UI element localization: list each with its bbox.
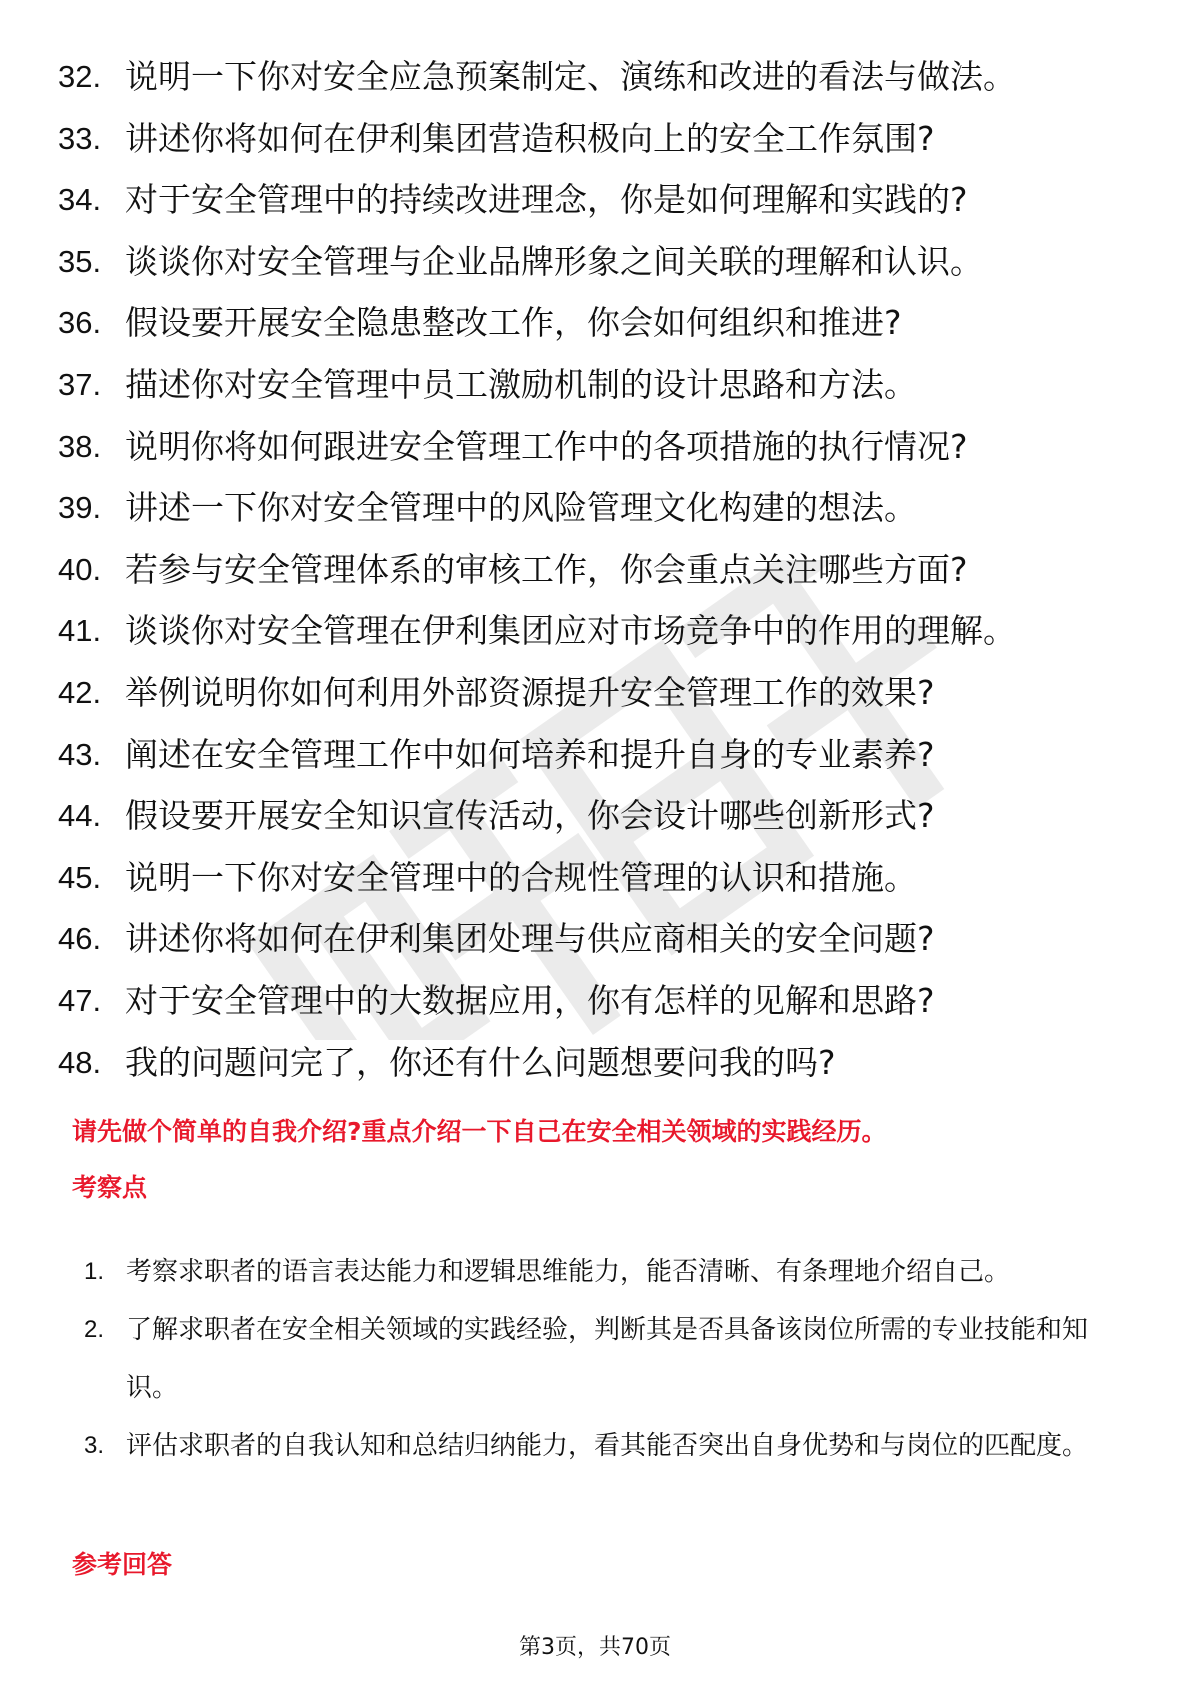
evaluation-points-heading: 考察点 [72, 1173, 148, 1202]
question-number: 40. [58, 551, 102, 587]
question-text: 说明你将如何跟进安全管理工作中的各项措施的执行情况? [125, 426, 968, 466]
question-item [58, 847, 1158, 909]
question-number: 32. [58, 59, 102, 94]
question-item [58, 108, 1158, 170]
question-number: 39. [58, 490, 102, 526]
question-item [58, 970, 1158, 1032]
question-item [58, 662, 1158, 724]
question-text: 讲述你将如何在伊利集团处理与供应商相关的安全问题? [125, 919, 935, 959]
intro-question-heading: 请先做个简单的自我介绍?重点介绍一下自己在安全相关领域的实践经历。 [72, 1117, 887, 1146]
question-item [58, 908, 1158, 970]
question-item [58, 785, 1158, 847]
point-text: 考察求职者的语言表达能力和逻辑思维能力，能否清晰、有条理地介绍自己。 [126, 1257, 1011, 1287]
point-text: 评估求职者的自我认知和总结归纳能力，看其能否突出自身优势和与岗位的匹配度。 [126, 1431, 1089, 1461]
question-text: 我的问题问完了，你还有什么问题想要问我的吗? [125, 1042, 836, 1082]
evaluation-points-list [84, 1243, 1124, 1475]
question-number: 44. [58, 798, 102, 834]
question-number: 34. [58, 182, 102, 218]
point-number: 1. [84, 1258, 105, 1285]
question-number: 41. [58, 613, 102, 649]
evaluation-point [84, 1417, 1124, 1475]
question-item [58, 46, 1158, 108]
question-number: 38. [58, 428, 102, 464]
question-number: 35. [58, 243, 102, 279]
question-text: 谈谈你对安全管理在伊利集团应对市场竞争中的作用的理解。 [125, 611, 1016, 651]
question-text: 举例说明你如何利用外部资源提升安全管理工作的效果? [125, 672, 935, 712]
question-text: 讲述一下你对安全管理中的风险管理文化构建的想法。 [125, 488, 917, 528]
question-item [58, 354, 1158, 416]
point-number: 3. [84, 1432, 105, 1459]
question-text: 说明一下你对安全管理中的合规性管理的认识和措施。 [125, 857, 917, 897]
question-text: 说明一下你对安全应急预案制定、演练和改进的看法与做法。 [125, 57, 1016, 96]
question-text: 描述你对安全管理中员工激励机制的设计思路和方法。 [125, 364, 917, 404]
question-text: 对于安全管理中的持续改进理念，你是如何理解和实践的? [125, 180, 968, 220]
evaluation-point [84, 1243, 1124, 1301]
question-number: 33. [58, 120, 102, 156]
question-item [58, 1032, 1158, 1094]
question-item [58, 724, 1158, 786]
point-number: 2. [84, 1316, 105, 1343]
question-list [58, 46, 1158, 1093]
question-text: 若参与安全管理体系的审核工作，你会重点关注哪些方面? [125, 549, 968, 589]
question-item [58, 416, 1158, 478]
question-number: 36. [58, 305, 102, 341]
question-number: 47. [58, 982, 102, 1018]
question-item [58, 231, 1158, 293]
question-item [58, 292, 1158, 354]
question-item [58, 169, 1158, 231]
question-item [58, 477, 1158, 539]
point-text: 了解求职者在安全相关领域的实践经验，判断其是否具备该岗位所需的专业技能和知识。 [126, 1315, 1089, 1403]
question-text: 阐述在安全管理工作中如何培养和提升自身的专业素养? [125, 734, 935, 774]
question-item [58, 600, 1158, 662]
question-number: 42. [58, 674, 102, 710]
question-number: 45. [58, 859, 102, 895]
page-footer: 第3页，共70页 [519, 1635, 671, 1660]
question-number: 48. [58, 1044, 102, 1080]
question-item [58, 539, 1158, 601]
reference-answer-heading: 参考回答 [72, 1550, 173, 1579]
question-text: 假设要开展安全知识宣传活动，你会设计哪些创新形式? [125, 796, 935, 836]
question-number: 43. [58, 736, 102, 772]
question-text: 谈谈你对安全管理与企业品牌形象之间关联的理解和认识。 [125, 241, 983, 281]
evaluation-point [84, 1301, 1124, 1417]
question-number: 37. [58, 366, 102, 402]
question-text: 对于安全管理中的大数据应用，你有怎样的见解和思路? [125, 980, 935, 1020]
question-text: 假设要开展安全隐患整改工作，你会如何组织和推进? [125, 303, 902, 343]
question-text: 讲述你将如何在伊利集团营造积极向上的安全工作氛围? [125, 118, 935, 158]
question-number: 46. [58, 921, 102, 957]
